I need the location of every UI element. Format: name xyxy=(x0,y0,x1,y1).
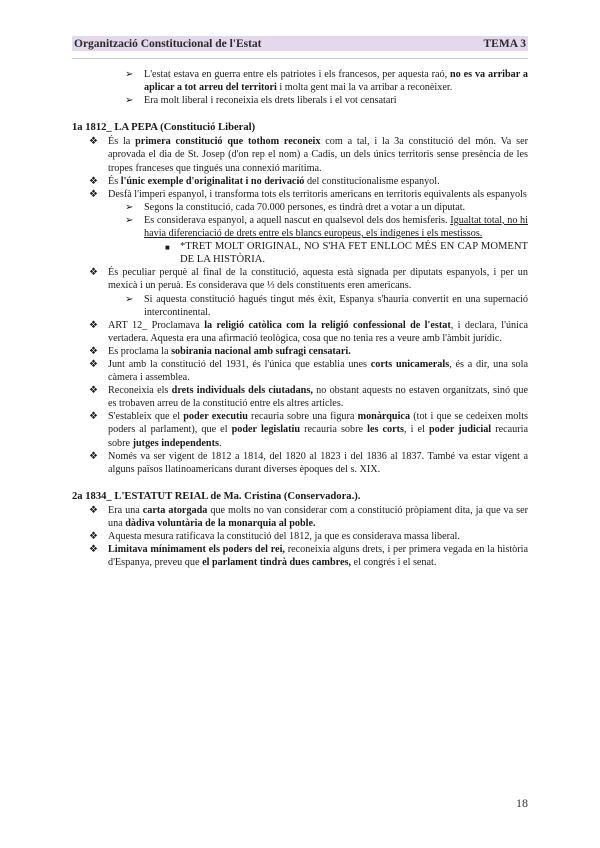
arrow-bullet-icon: ➢ xyxy=(125,214,134,226)
list-item: ➢ Segons la constitució, cada 70.000 persones, es tindrà dret a votar a un diputat. xyxy=(125,201,466,213)
list-item: ❖ Desfà l'imperi espanyol, i transforma tots els territoris americans en territoris equivalents als espanyols xyxy=(89,188,527,200)
diamond-bullet-icon: ❖ xyxy=(89,345,98,357)
arrow-bullet-icon: ➢ xyxy=(125,201,134,213)
diamond-bullet-icon: ❖ xyxy=(89,267,98,279)
diamond-bullet-icon: ❖ xyxy=(89,358,98,370)
list-item: ❖ Només va ser vigent de 1812 a 1814, del 1820 al 1823 i del 1836 al 1837. També va estar vigent a alguns països llatinoamericans durant diverses èpoques del s. XIX. xyxy=(89,450,528,475)
list-item: ❖ Era una carta atorgada que molts no van considerar com a constitució pròpiament dita, ja que va ser una dàdiva voluntària de la monarquia al poble. xyxy=(89,504,528,529)
header-title: Organització Constitucional de l'Estat xyxy=(74,37,262,50)
diamond-bullet-icon: ❖ xyxy=(89,504,98,516)
section-heading-estatut: 2a 1834_ L'ESTATUT REIAL de Ma. Cristina (Conservadora.). xyxy=(72,490,361,502)
list-item: ❖ És peculiar perquè al final de la constitució, aquesta està signada per diputats espanyols, i per un mexicà i un peruà. Es considerava que ⅓ dels constituents eren americans. xyxy=(89,267,528,292)
arrow-bullet-icon: ➢ xyxy=(125,95,134,107)
list-item: ➢ Es considerava espanyol, a aquell nascut en qualsevol dels dos hemisferis. Igualtat total, no hi havia diferenciació de drets entre els blancs europeus, els indígenes i els mestissos. xyxy=(125,214,528,240)
header-topic: TEMA 3 xyxy=(483,37,526,50)
arrow-bullet-icon: ➢ xyxy=(125,293,134,305)
diamond-bullet-icon: ❖ xyxy=(89,175,98,187)
list-item: ❖ Junt amb la constitució del 1931, és l'única que establia unes corts unicamerals, és a dir, una sola càmera i assemblea. xyxy=(89,358,528,384)
diamond-bullet-icon: ❖ xyxy=(89,531,98,543)
diamond-bullet-icon: ❖ xyxy=(89,450,98,462)
square-bullet-icon: ■ xyxy=(165,243,170,253)
diamond-bullet-icon: ❖ xyxy=(89,544,98,556)
diamond-bullet-icon: ❖ xyxy=(89,136,98,148)
list-item: ■ *TRET MOLT ORIGINAL, NO S'HA FET ENLLOC MÉS EN CAP MOMENT DE LA HISTÒRIA. xyxy=(165,241,528,266)
list-item: ❖ És la primera constitució que tothom reconeix com a tal, i la 3a constitució del món. Va ser aprovada el dia de St. Josep (d'on rep el nom) a Cadis, un dels únics territoris sense presència de les tropes franceses que tingués una connexió marítima. xyxy=(89,136,528,174)
list-item: ➢ L'estat estava en guerra entre els patriotes i els francesos, per aquesta raó, no es va arribar a aplicar a tot arreu del territori i molta gent mai la va arribar a reconèixer. xyxy=(125,69,529,94)
page-body xyxy=(72,68,528,569)
diamond-bullet-icon: ❖ xyxy=(89,385,98,397)
list-item: ❖ Aquesta mesura ratificava la constitució del 1812, ja que es considerava massa liberal. xyxy=(89,531,460,543)
list-item: ❖ Limitava mínimament els poders del rei, reconeixia alguns drets, i per primera vegada en la història d'Espanya, preveu que el parlament tindrà dues cambres, el congrés i el senat. xyxy=(89,544,528,569)
list-item: ➢ Era molt liberal i reconeixia els drets liberals i el vot censatari xyxy=(125,95,397,107)
page-header xyxy=(72,36,528,51)
diamond-bullet-icon: ❖ xyxy=(89,319,98,331)
list-item: ❖ És l'únic exemple d'originalitat i no derivació del constitucionalisme espanyol. xyxy=(89,175,440,187)
header-divider xyxy=(72,58,528,59)
list-item: ❖ Reconeixia els drets individuals dels ciutadans, no obstant aquests no estaven organitzats, sinó que es trobaven arreu de la constitució entre els altres articles. xyxy=(89,385,529,410)
page-number: 18 xyxy=(516,796,528,810)
list-item: ❖ ART 12_ Proclamava la religió catòlica com la religió confessional de l'estat, i declara, l'única vertadera. Aquesta era una afirmació teològica, cosa que no tenia res a veure amb l'àmbit jurídic. xyxy=(89,319,528,344)
arrow-bullet-icon: ➢ xyxy=(125,69,134,80)
section-heading-pepa: 1a 1812_ LA PEPA (Constitució Liberal) xyxy=(72,122,256,134)
list-item: ❖ Es proclama la sobirania nacional amb sufragi censatari. xyxy=(89,345,351,357)
diamond-bullet-icon: ❖ xyxy=(89,188,98,200)
list-item: ❖ S'estableix que el poder executiu recauria sobre una figura monàrquica (tot i que se cedeixen molts poders al parlament), que el poder legislatiu recauria sobre les corts, i el poder judicial recauria sobre jutges independents. xyxy=(89,411,529,449)
list-item: ➢ Si aquesta constitució hagués tingut més èxit, Espanya s'hauria convertit en una supernació intercontinental. xyxy=(125,293,528,318)
diamond-bullet-icon: ❖ xyxy=(89,411,98,423)
